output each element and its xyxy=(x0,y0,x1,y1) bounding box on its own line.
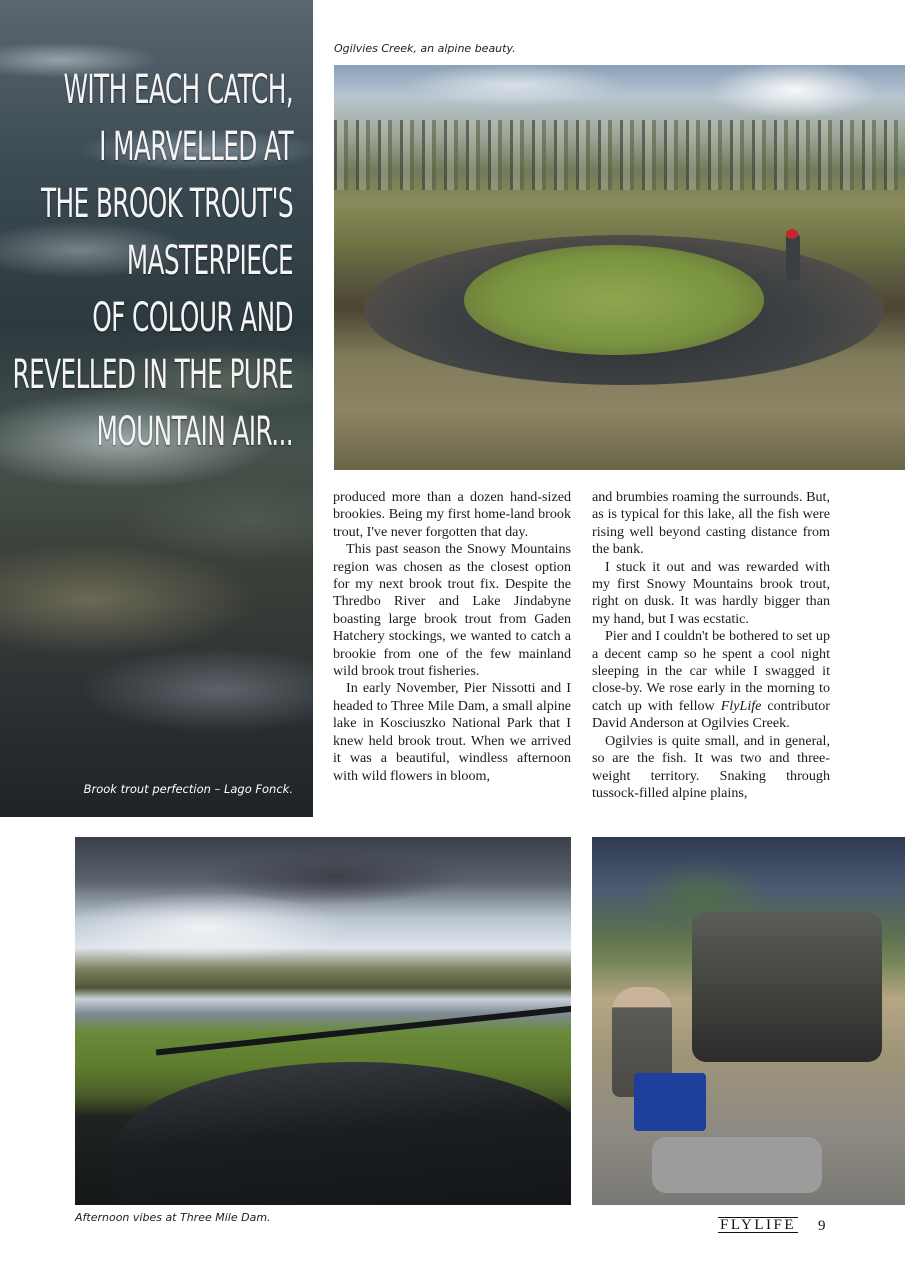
four-wheel-drive xyxy=(692,912,882,1062)
pull-quote-line: MASTERPIECE xyxy=(126,238,293,284)
article-paragraph: produced more than a dozen hand-sized brookies. Being my first home-land brook trout, I've never forgotten that day. xyxy=(333,489,571,540)
article-text: Pier and I couldn't be bothered to set up a decent camp so he spent a cool night sleeping in the car while I swagged it close-by. We rose early in the morning to catch up with fellow xyxy=(592,628,830,714)
roof-rack xyxy=(156,1005,571,1056)
article-column-2 xyxy=(592,489,830,819)
flylife-masthead: FLYLIFE xyxy=(720,1217,796,1233)
blue-esky xyxy=(634,1073,706,1131)
pull-quote-line: OF COLOUR AND xyxy=(92,295,293,341)
article-text: contributor David Anderson at Ogilvies Creek. xyxy=(592,697,830,732)
magazine-name: FlyLife xyxy=(720,697,762,714)
article-paragraph: In early November, Pier Nissotti and I headed to Three Mile Dam, a small alpine lake in Kosciuszko National Park that I knew held brook trout. When we arrived it was a beautiful, windless afternoon with wild flowers in bloom, xyxy=(333,680,571,784)
brook-trout-water-photo xyxy=(0,0,313,817)
angler-red-cap xyxy=(786,229,798,239)
angler-figure xyxy=(786,233,800,281)
article-paragraph: This past season the Snowy Mountains region was chosen as the closest option for my next brook trout fix. Despite the Thredbo River and Lake Jindabyne boasting large brook trout from Gaden Hatchery stockings, we wanted to catch a brookie from one of the few mainland wild brook trout fisheries. xyxy=(333,541,571,680)
pull-quote-line: MOUNTAIN AIR... xyxy=(96,409,293,455)
creek-photo-caption: Ogilvies Creek, an alpine beauty. xyxy=(334,42,516,55)
camp-photo xyxy=(592,837,905,1205)
snow-gum-trees xyxy=(334,120,905,190)
article-column-1 xyxy=(333,489,571,819)
pull-quote-line: REVELLED IN THE PURE xyxy=(12,352,293,398)
article-paragraph: Ogilvies is quite small, and in general, so are the fish. It was two and three-weight territory. Snaking through tussock-filled alpine plains, xyxy=(592,732,830,801)
pull-quote-line: THE BROOK TROUT'S xyxy=(40,181,293,227)
gear-bag xyxy=(652,1137,822,1193)
pull-quote-line: I MARVELLED AT xyxy=(99,124,293,170)
lake-photo-caption: Afternoon vibes at Three Mile Dam. xyxy=(75,1211,271,1224)
pull-quote-line: WITH EACH CATCH, xyxy=(63,67,293,113)
pull-quote xyxy=(2,62,293,461)
grass-island xyxy=(464,245,764,355)
ogilvies-creek-photo xyxy=(334,65,905,470)
page-number: 9 xyxy=(818,1218,826,1234)
article-paragraph: and brumbies roaming the surrounds. But, as is typical for this lake, all the fish were rising well beyond casting distance from the bank. xyxy=(592,489,830,558)
water-photo-caption: Brook trout perfection – Lago Fonck. xyxy=(83,782,293,796)
article-paragraph xyxy=(592,628,830,732)
article-paragraph: I stuck it out and was rewarded with my first Snowy Mountains brook trout, right on dusk. It was hardly bigger than my hand, but I was ecstatic. xyxy=(592,558,830,627)
car-bonnet xyxy=(115,1062,571,1205)
three-mile-dam-photo xyxy=(75,837,571,1205)
